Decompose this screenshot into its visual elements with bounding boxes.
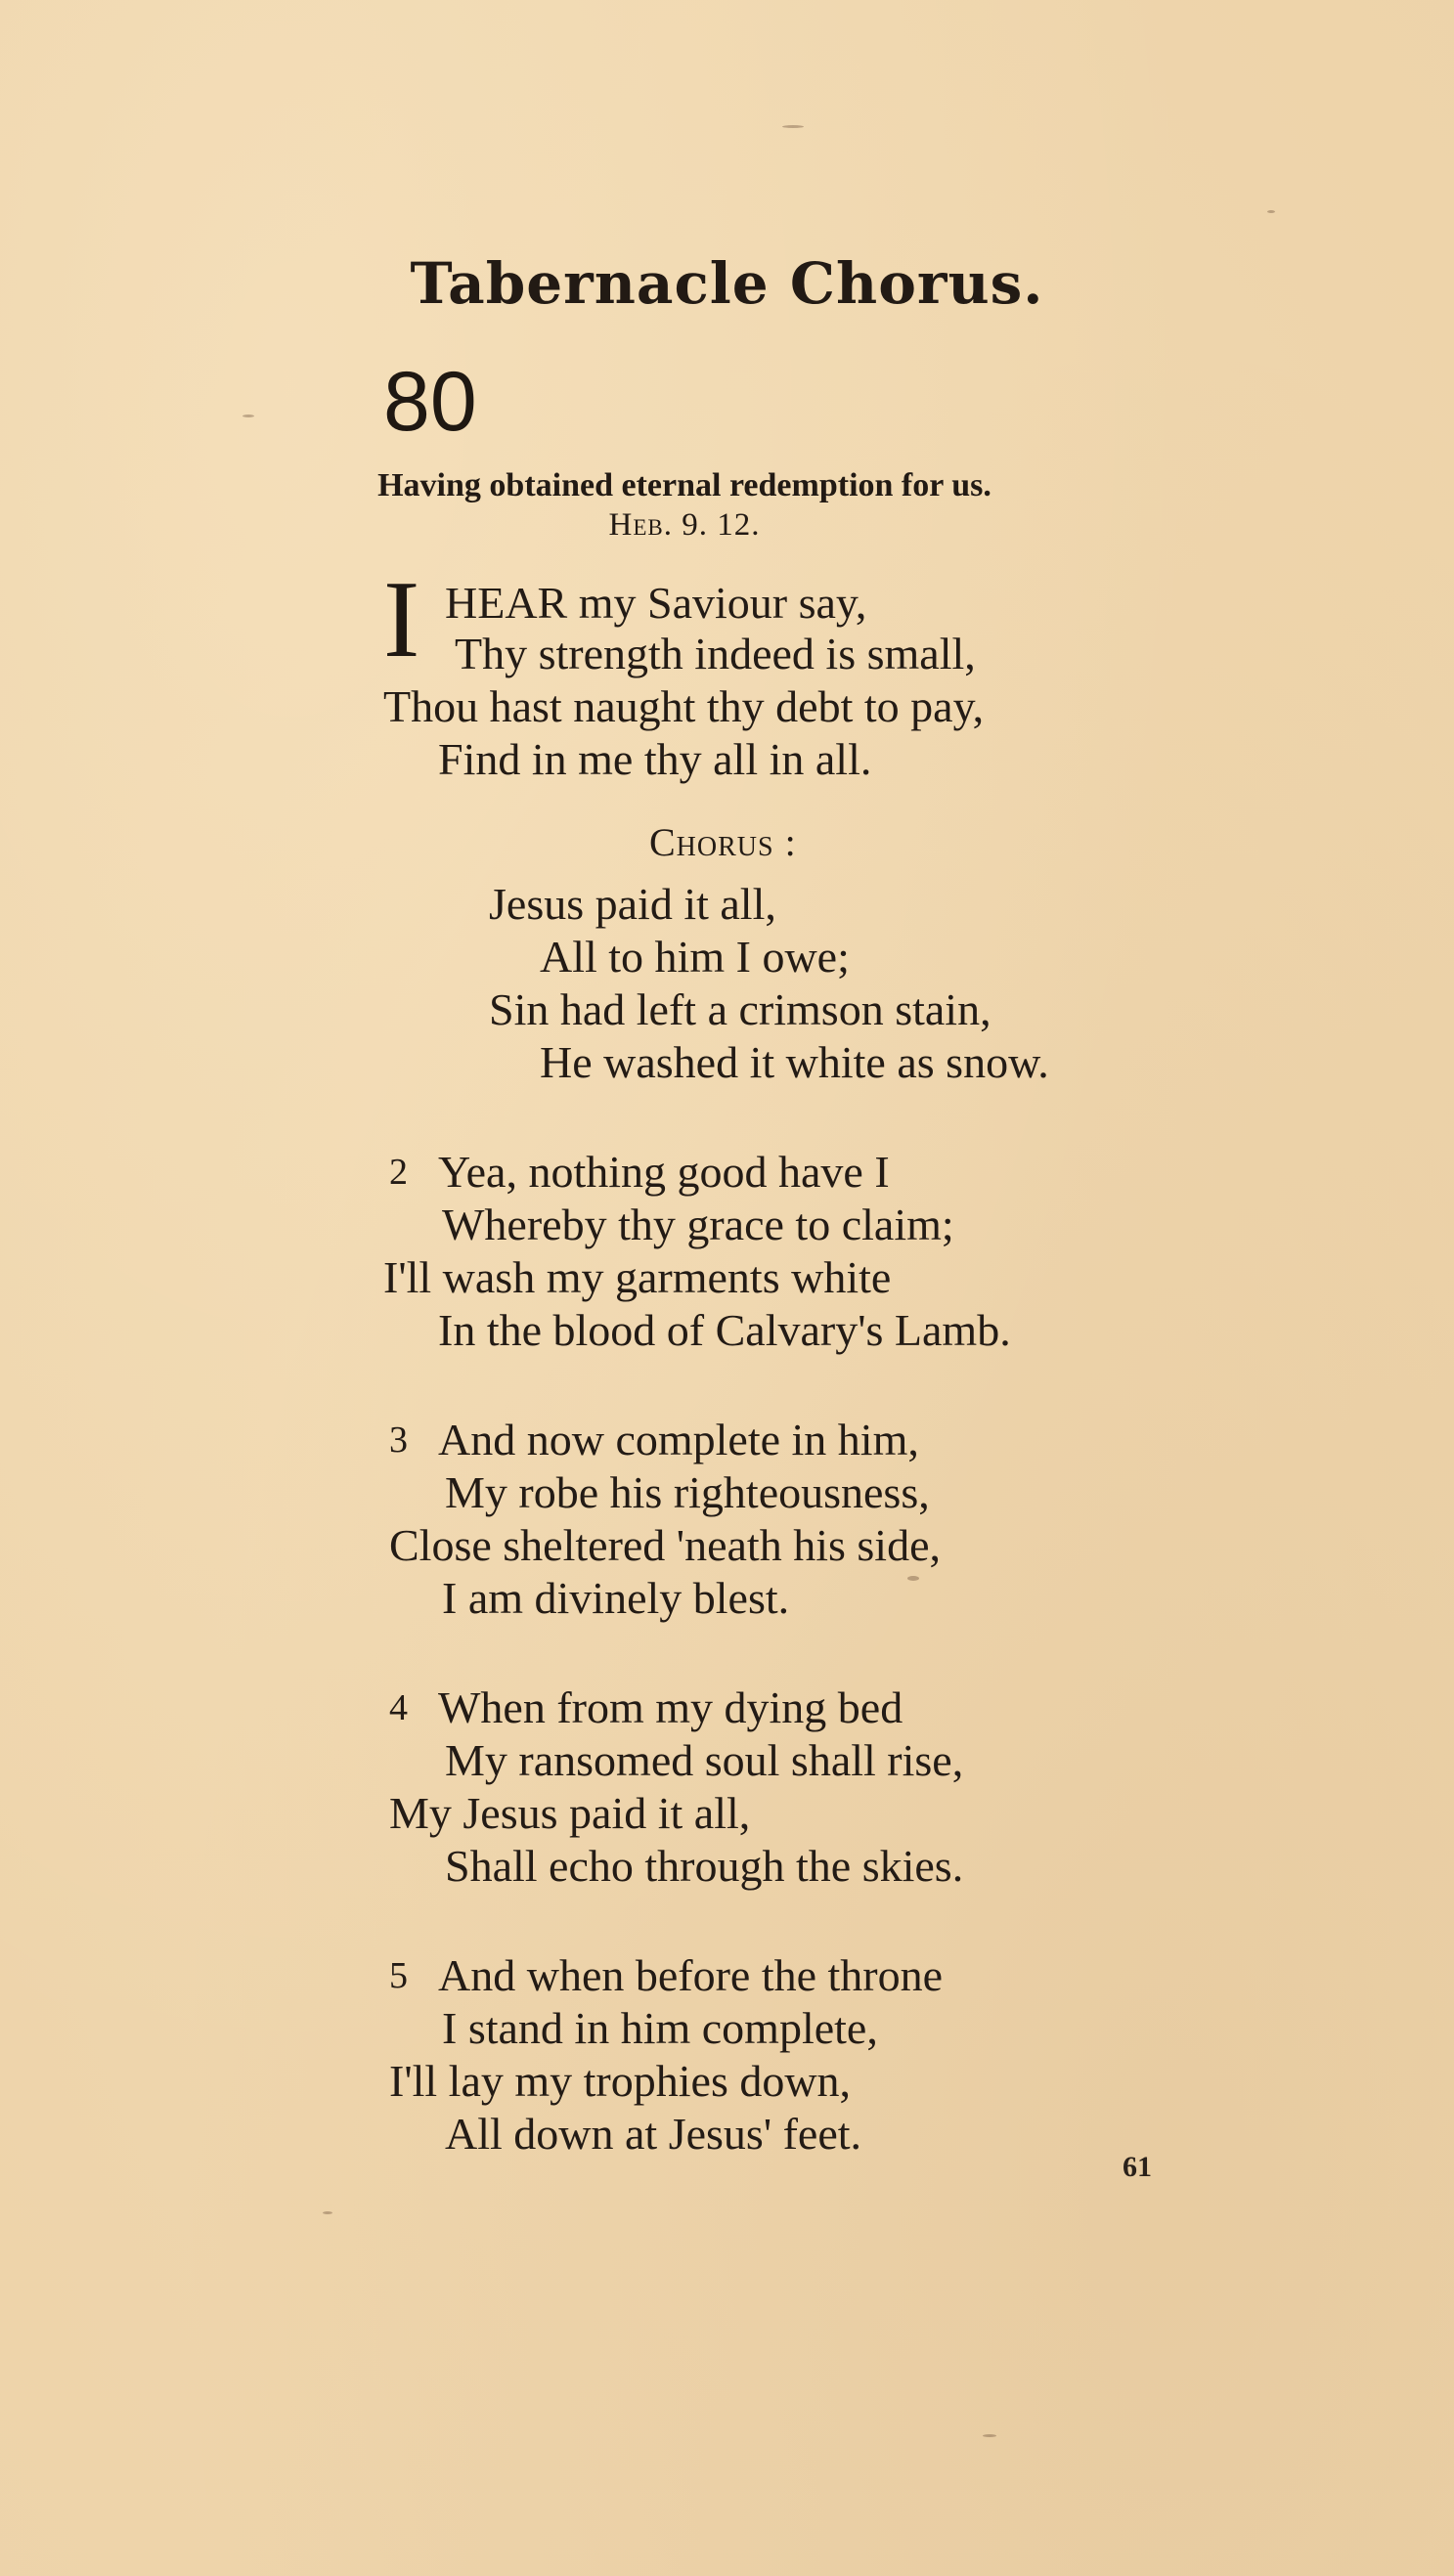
- verse-line: In the blood of Calvary's Lamb.: [438, 1305, 1011, 1355]
- verse-line: I am divinely blest.: [442, 1573, 790, 1623]
- verse-line: I'll wash my garments white: [383, 1252, 892, 1302]
- verse-number: 4: [389, 1687, 408, 1728]
- chorus-line: All to him I owe;: [540, 932, 850, 982]
- page-number: 61: [1123, 2151, 1152, 2183]
- verse-line: HEAR my Saviour say,: [445, 578, 867, 628]
- verse-line: Shall echo through the skies.: [445, 1841, 964, 1891]
- chorus-line: Sin had left a crimson stain,: [489, 984, 991, 1034]
- verse-line: My ransomed soul shall rise,: [445, 1735, 964, 1785]
- verse-line: When from my dying bed: [438, 1682, 903, 1732]
- verse-line: And when before the throne: [438, 1950, 944, 2000]
- chorus-line: Jesus paid it all,: [489, 879, 776, 929]
- verse-line: Close sheltered 'neath his side,: [389, 1520, 941, 1570]
- verse-line: My robe his righteousness,: [445, 1467, 930, 1517]
- verse-line: All down at Jesus' feet.: [445, 2109, 862, 2159]
- verse-line: Whereby thy grace to claim;: [442, 1200, 954, 1249]
- paper-speck: [242, 415, 254, 417]
- verse-line: Thy strength indeed is small,: [455, 629, 976, 678]
- verse-line: My Jesus paid it all,: [389, 1788, 751, 1838]
- verse-line: Thou hast naught thy debt to pay,: [383, 681, 985, 731]
- verse-line: I'll lay my trophies down,: [389, 2056, 852, 2106]
- paper-speck: [323, 2211, 332, 2214]
- verse-line: Yea, nothing good have I: [438, 1147, 890, 1197]
- chorus-label: Chorus :: [649, 820, 797, 864]
- paper-speck: [983, 2434, 996, 2437]
- paper-speck: [1267, 210, 1275, 213]
- scripture-reference: Heb. 9. 12.: [608, 507, 761, 543]
- drop-cap: I: [383, 559, 420, 680]
- verse-line: Find in me thy all in all.: [438, 734, 872, 784]
- verse-number: 3: [389, 1419, 408, 1461]
- verse-number: 5: [389, 1955, 408, 1996]
- verse-number: 2: [389, 1152, 408, 1193]
- paper-speck: [782, 125, 804, 128]
- verse-line: And now complete in him,: [438, 1415, 919, 1464]
- chorus-line: He washed it white as snow.: [540, 1037, 1049, 1087]
- running-heading: Tabernacle Chorus.: [410, 250, 1044, 317]
- hymn-number: 80: [383, 355, 477, 449]
- epigraph: Having obtained eternal redemption for us.: [377, 467, 991, 503]
- verse-line: I stand in him complete,: [442, 2003, 878, 2053]
- paper-speck: [907, 1576, 919, 1581]
